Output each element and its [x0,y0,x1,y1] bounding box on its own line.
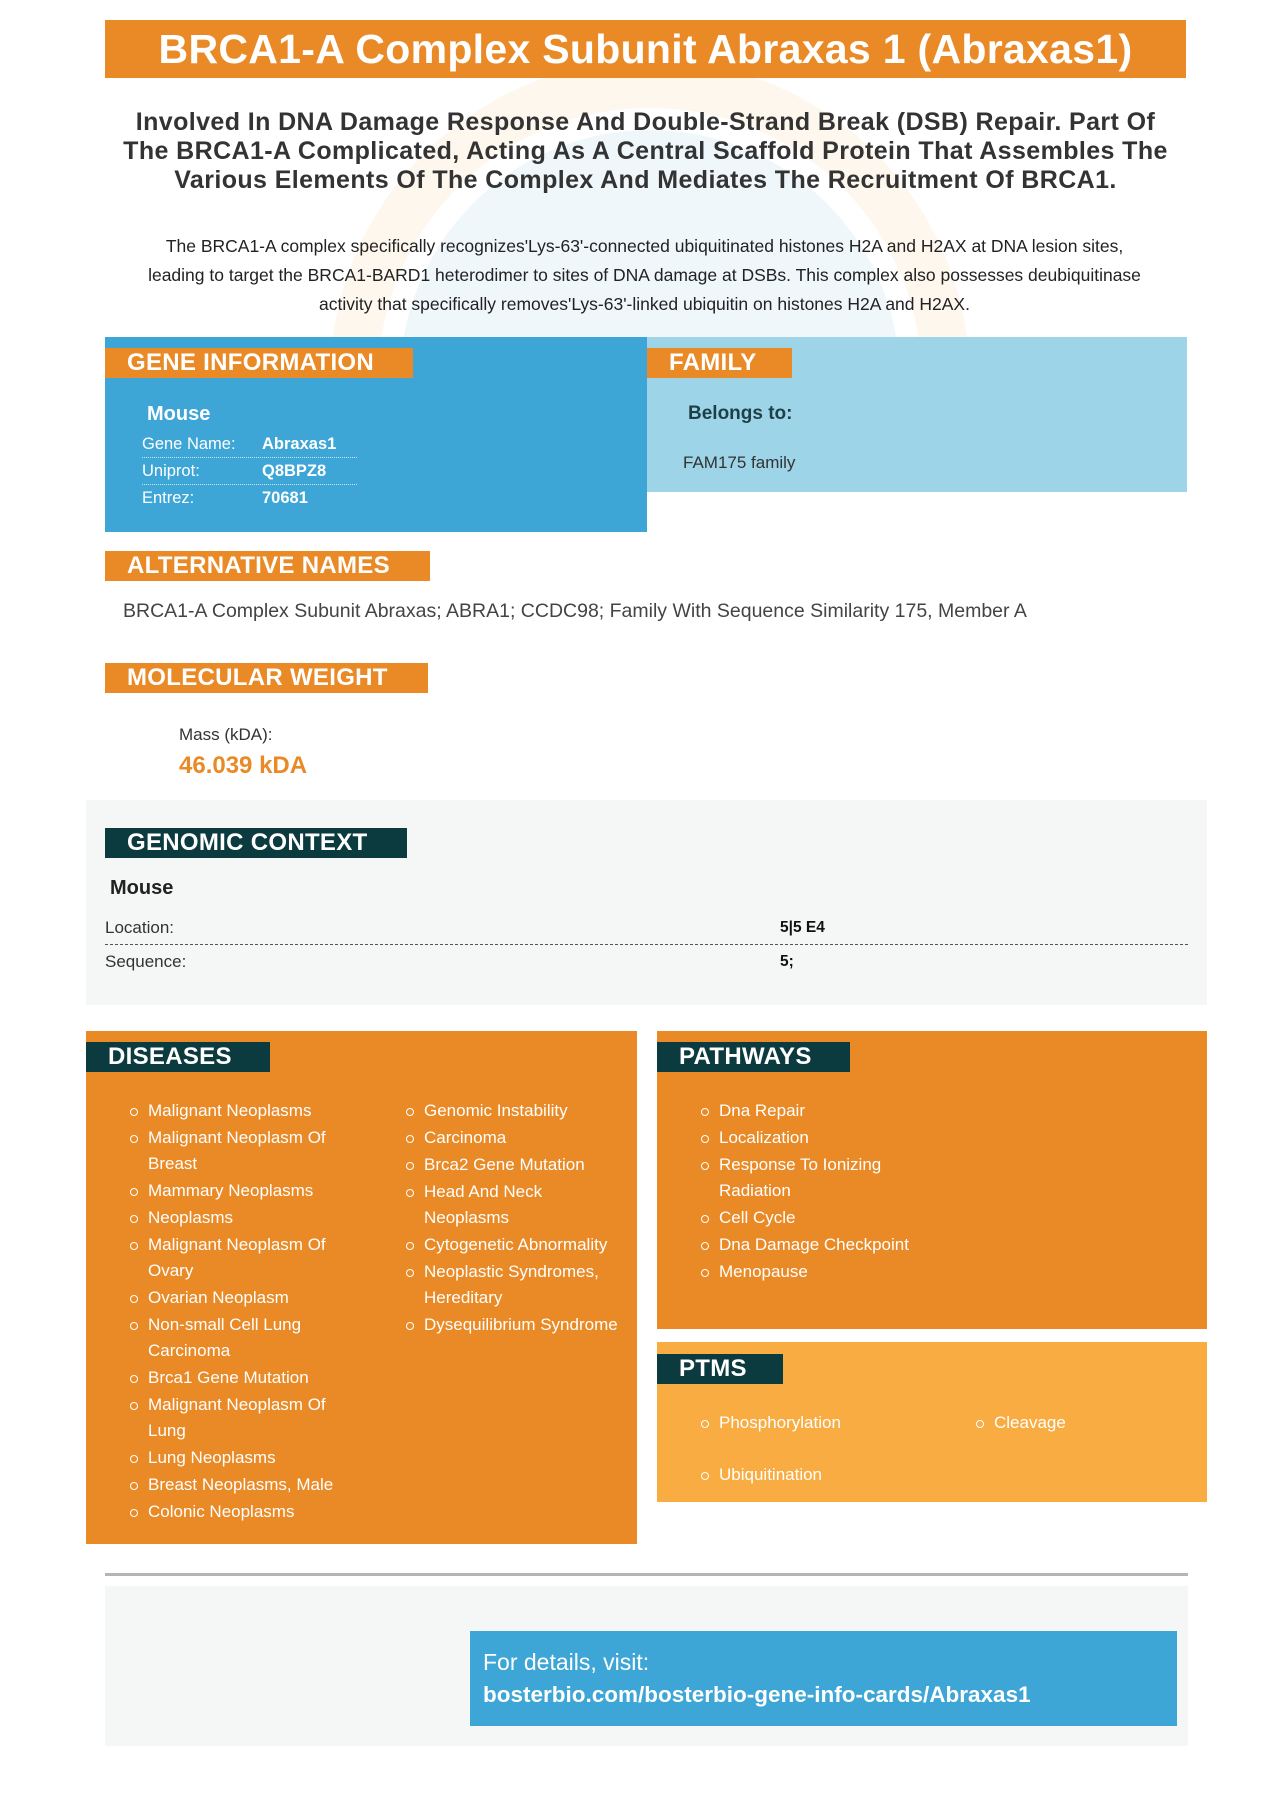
genomic-context-table [105,912,1188,978]
details-url-link[interactable]: bosterbio.com/bosterbio-gene-info-cards/Abraxas1 [483,1682,1031,1707]
ptms-list-col1 [701,1410,921,1514]
list-item: Breast Neoplasms, Male [130,1472,340,1498]
family-value: FAM175 family [683,453,796,472]
page-title: BRCA1-A Complex Subunit Abraxas 1 (Abraxas1) [158,25,1133,72]
list-item: Non-small Cell Lung Carcinoma [130,1312,340,1364]
ptms-heading: PTMS [657,1354,783,1384]
gene-info-label: Entrez: [142,489,195,507]
list-item: Ubiquitination [701,1462,921,1488]
list-item: Response To Ionizing Radiation [701,1152,931,1204]
list-item: Dysequilibrium Syndrome [406,1312,621,1338]
list-item: Menopause [701,1259,931,1285]
list-item: Lung Neoplasms [130,1445,340,1471]
list-item: Malignant Neoplasm Of Breast [130,1125,340,1177]
genomic-value: 5; [780,952,794,970]
list-item: Neoplastic Syndromes, Hereditary [406,1259,621,1311]
footer-divider [105,1573,1188,1576]
alternative-names-heading: ALTERNATIVE NAMES [105,551,430,581]
list-item: Localization [701,1125,931,1151]
family-heading: FAMILY [647,348,792,378]
list-item: Brca2 Gene Mutation [406,1152,621,1178]
genomic-row [105,945,1188,978]
gene-information-heading: GENE INFORMATION [105,348,413,378]
list-item: Brca1 Gene Mutation [130,1365,340,1391]
mass-value: 46.039 kDA [179,752,308,779]
details-link-box[interactable] [470,1631,1177,1726]
genomic-label: Sequence: [105,951,187,971]
gene-info-label: Uniprot: [142,461,200,480]
diseases-heading: DISEASES [86,1042,270,1072]
gene-info-value: Q8BPZ8 [262,461,327,480]
gene-info-row [142,431,357,458]
genomic-value: 5|5 E4 [780,919,825,936]
function-description: The BRCA1-A complex specifically recognizes'Lys-63'-connected ubiquitinated histones H2A and H2AX at DNA lesion sites, leading to target the BRCA1-BARD1 heterodimer to sites of DNA damage at DSBs. This complex also possesses deubiquitinase activity that specifically removes'Lys-63'-linked ubiquitin on histones H2A and H2AX. [148,236,1141,314]
mass-label: Mass (kDA): [179,725,273,744]
pathways-heading: PATHWAYS [657,1042,850,1072]
list-item: Malignant Neoplasms [130,1098,340,1124]
diseases-list-col2 [406,1098,621,1339]
list-item: Genomic Instability [406,1098,621,1124]
alternative-names-text: BRCA1-A Complex Subunit Abraxas; ABRA1; CCDC98; Family With Sequence Similarity 175, Member A [123,600,1027,622]
gene-info-value: Abraxas1 [262,434,337,453]
genomic-row [105,912,1188,945]
list-item: Carcinoma [406,1125,621,1151]
gene-info-value: 70681 [262,489,308,507]
gene-info-table [142,431,357,512]
list-item: Head And Neck Neoplasms [406,1179,621,1231]
list-item: Cell Cycle [701,1205,931,1231]
family-belongs-label: Belongs to: [688,403,793,424]
list-item: Malignant Neoplasm Of Ovary [130,1232,340,1284]
list-item: Dna Repair [701,1098,931,1124]
molecular-weight-heading: MOLECULAR WEIGHT [105,663,428,693]
list-item: Cleavage [976,1410,1176,1436]
gene-info-row [142,485,357,512]
list-item: Colonic Neoplasms [130,1499,340,1525]
genomic-context-heading: GENOMIC CONTEXT [105,828,407,858]
list-item: Mammary Neoplasms [130,1178,340,1204]
list-item: Dna Damage Checkpoint [701,1232,931,1258]
list-item: Phosphorylation [701,1410,921,1436]
title-banner [105,20,1186,78]
function-summary: Involved In DNA Damage Response And Double-Strand Break (DSB) Repair. Part Of The BRCA1-A Complicated, Acting As A Central Scaffold Protein That Assembles The Various Elements Of The Complex And Mediates The Recruitment Of BRCA1. [123,108,1168,194]
genomic-species: Mouse [110,877,174,899]
list-item: Ovarian Neoplasm [130,1285,340,1311]
list-item: Cytogenetic Abnormality [406,1232,621,1258]
genomic-label: Location: [105,918,174,937]
details-label: For details, visit: [483,1649,650,1675]
gene-info-row [142,458,357,485]
list-item: Neoplasms [130,1205,340,1231]
ptms-list-col2 [976,1410,1176,1437]
gene-species: Mouse [147,403,211,425]
diseases-list-col1 [130,1098,340,1526]
gene-info-label: Gene Name: [142,434,236,453]
list-item: Malignant Neoplasm Of Lung [130,1392,340,1444]
pathways-list [701,1098,931,1286]
